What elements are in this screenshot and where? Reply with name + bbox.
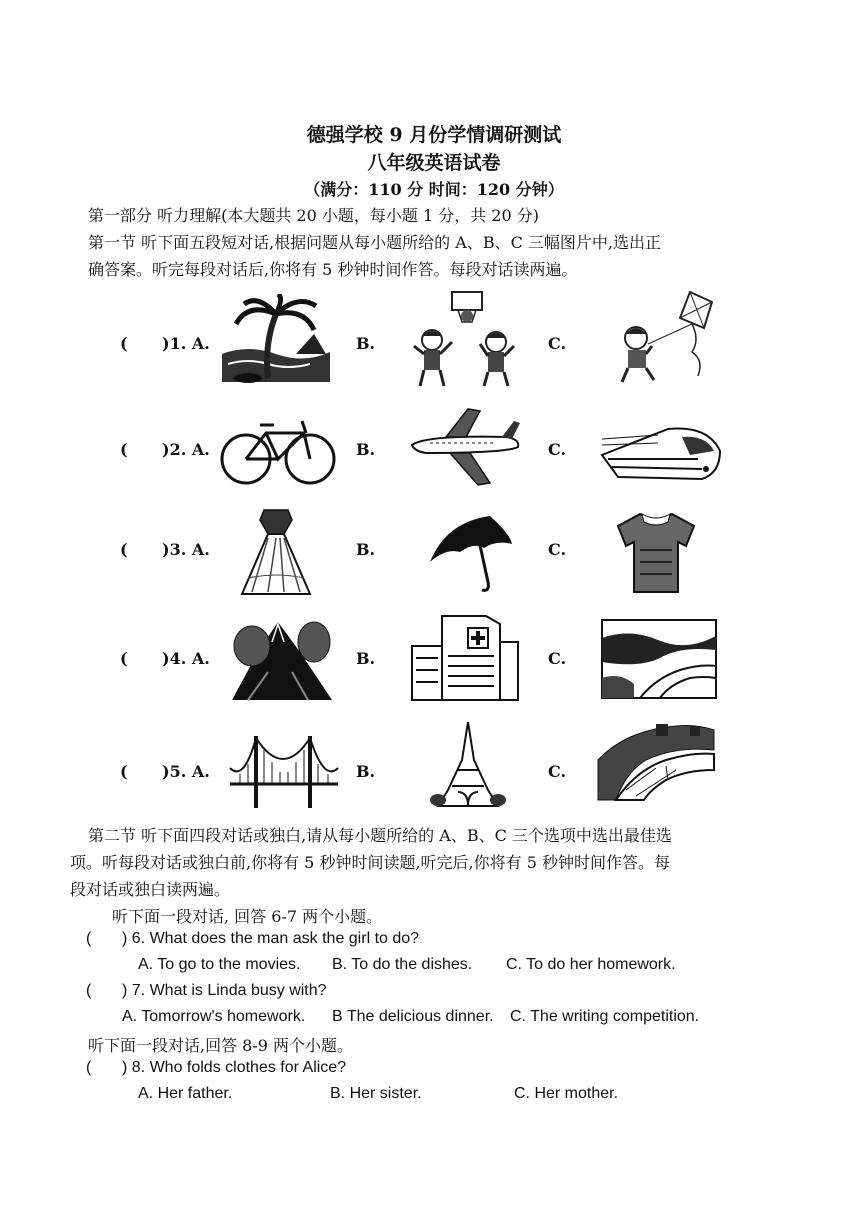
umbrella-icon	[426, 512, 516, 594]
q8-paren[interactable]: (	[86, 1059, 92, 1076]
q7-option-b[interactable]: B The delicious dinner.	[332, 1008, 494, 1025]
section1-instructions-line2: 确答案。听完每段对话后,你将有 5 秒钟时间作答。每段对话读两遍。	[88, 260, 578, 279]
intro-questions-6-7: 听下面一段对话, 回答 6-7 两个小题。	[112, 907, 383, 926]
picture-question-2	[0, 395, 868, 505]
answer-paren[interactable]: (	[120, 440, 128, 459]
dress-icon	[238, 506, 314, 598]
hospital-icon	[408, 612, 522, 704]
intro-questions-8-9: 听下面一段对话,回答 8-9 两个小题。	[88, 1036, 354, 1055]
train-icon	[598, 415, 724, 485]
q7-paren[interactable]: (	[86, 982, 92, 999]
q6-option-b[interactable]: B. To do the dishes.	[332, 956, 473, 973]
section2-instructions-line2: 项。听每段对话或独白前,你将有 5 秒钟时间读题,听完后,你将有 5 秒钟时间作答。每	[70, 853, 670, 872]
option-c-label: C.	[548, 762, 567, 781]
question-number: )4. A.	[162, 649, 210, 668]
q7-stem: ) 7. What is Linda busy with?	[122, 982, 327, 999]
picture-question-4	[0, 610, 868, 720]
option-b-label: B.	[356, 762, 376, 781]
eiffel-tower-icon	[428, 720, 508, 810]
q8-option-c[interactable]: C. Her mother.	[514, 1085, 619, 1102]
picture-question-5	[0, 720, 868, 830]
q6-option-c[interactable]: C. To do her homework.	[506, 956, 676, 973]
q6-stem: ) 6. What does the man ask the girl to do?	[122, 930, 420, 947]
answer-paren[interactable]: (	[120, 762, 128, 781]
tshirt-icon	[614, 510, 698, 596]
option-c-label: C.	[548, 649, 567, 668]
q8-option-a[interactable]: A. Her father.	[138, 1085, 233, 1102]
option-c-label: C.	[548, 334, 567, 353]
exam-subtitle: 八年级英语试卷	[367, 152, 501, 174]
option-b-label: B.	[356, 540, 376, 559]
mountain-icon	[228, 612, 336, 704]
option-c-label: C.	[548, 540, 567, 559]
q6-paren[interactable]: (	[86, 930, 92, 947]
answer-paren[interactable]: (	[120, 649, 128, 668]
palm-beach-icon	[218, 294, 334, 386]
score-info: （满分：110 分 时间：120 分钟）	[304, 180, 564, 199]
picture-question-1	[0, 290, 868, 400]
exam-title: 德强学校 9 月份学情调研测试	[306, 124, 562, 146]
section1-instructions-line1: 第一节 听下面五段短对话,根据问题从每小题所给的 A、B、C 三幅图片中,选出正	[88, 233, 661, 252]
bicycle-icon	[220, 413, 336, 487]
option-b-label: B.	[356, 649, 376, 668]
q8-option-b[interactable]: B. Her sister.	[330, 1085, 422, 1102]
question-number: )1. A.	[162, 334, 210, 353]
section2-instructions-line1: 第二节 听下面四段对话或独白,请从每小题所给的 A、B、C 三个选项中选出最佳选	[88, 826, 672, 845]
q7-option-a[interactable]: A. Tomorrow's homework.	[122, 1008, 306, 1025]
option-b-label: B.	[356, 334, 376, 353]
bridge-icon	[228, 728, 340, 812]
great-wall-icon	[596, 720, 716, 804]
option-c-label: C.	[548, 440, 567, 459]
answer-paren[interactable]: (	[120, 540, 128, 559]
question-number: )3. A.	[162, 540, 210, 559]
option-b-label: B.	[356, 440, 376, 459]
q6-option-a[interactable]: A. To go to the movies.	[138, 956, 301, 973]
basketball-kids-icon	[410, 290, 520, 390]
picture-question-3	[0, 500, 868, 610]
question-number: )2. A.	[162, 440, 210, 459]
kite-boy-icon	[612, 290, 722, 390]
airplane-icon	[406, 405, 524, 491]
question-number: )5. A.	[162, 762, 210, 781]
answer-paren[interactable]: (	[120, 334, 128, 353]
river-landscape-icon	[600, 618, 718, 700]
q7-option-c[interactable]: C. The writing competition.	[510, 1008, 700, 1025]
section2-instructions-line3: 段对话或独白读两遍。	[70, 880, 231, 899]
part1-heading: 第一部分 听力理解(本大题共 20 小题，每小题 1 分，共 20 分)	[88, 206, 539, 225]
q8-stem: ) 8. Who folds clothes for Alice?	[122, 1059, 347, 1076]
